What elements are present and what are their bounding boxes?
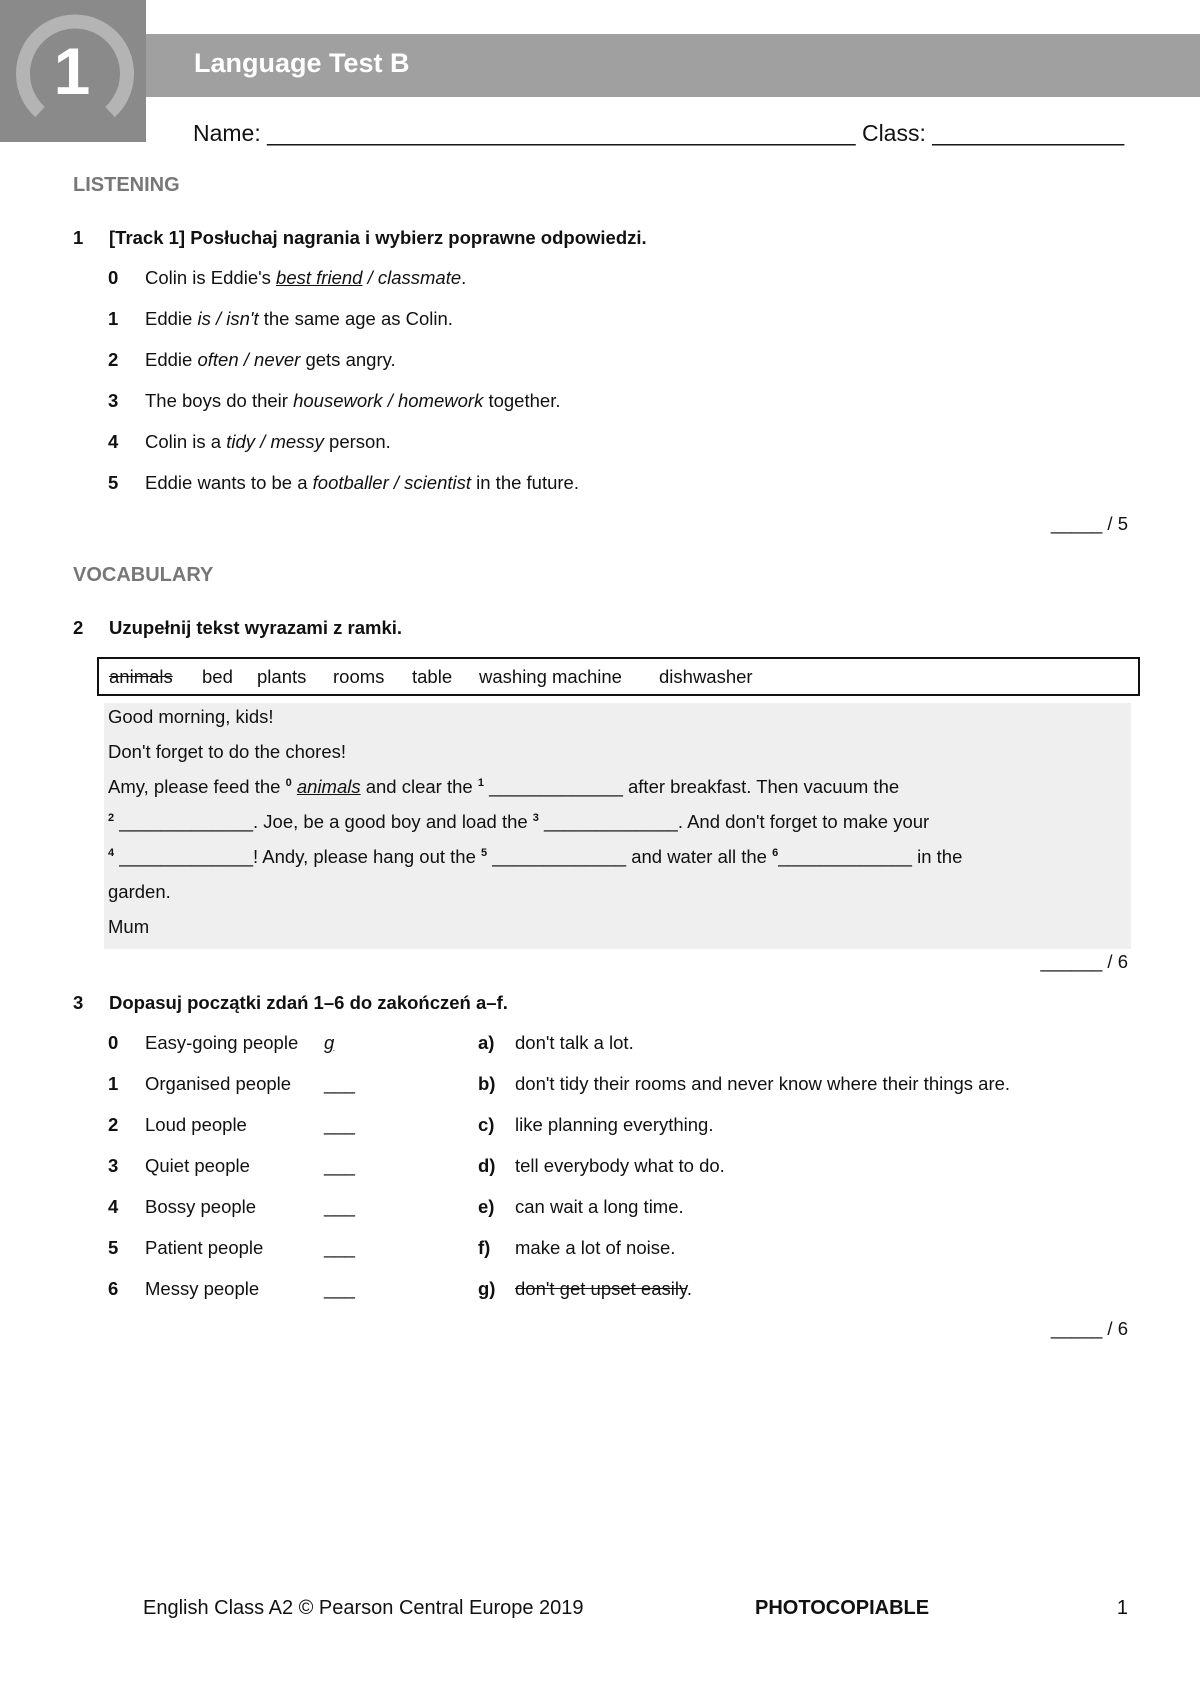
match-ending: g) don't get upset easily. bbox=[478, 1278, 692, 1299]
match-answer[interactable]: ___ bbox=[324, 1237, 355, 1258]
match-beginning: 0 Easy-going people g bbox=[108, 1032, 335, 1053]
match-ending: a) don't talk a lot. bbox=[478, 1032, 634, 1053]
gap-blank[interactable]: _____________. Joe, be a good boy and load the bbox=[114, 811, 533, 832]
class-field[interactable]: _______________ bbox=[932, 120, 1125, 146]
answer-option[interactable]: often bbox=[197, 349, 239, 370]
match-answer[interactable]: ___ bbox=[324, 1155, 355, 1176]
match-beginning: 4 Bossy people ___ bbox=[108, 1196, 355, 1217]
match-answer[interactable]: ___ bbox=[324, 1278, 355, 1299]
note-line: $^4$ _____________! Andy, please hang out the $^5$ _____________ and water all the $^6$_____________ in the bbox=[108, 846, 963, 867]
answer-option[interactable]: never bbox=[254, 349, 301, 370]
answer-option[interactable]: scientist bbox=[404, 472, 471, 493]
name-label: Name: bbox=[193, 120, 261, 146]
answer-option[interactable]: housework bbox=[293, 390, 383, 411]
gap-blank[interactable]: _____________ and water all the bbox=[487, 846, 773, 867]
word-option: rooms bbox=[333, 666, 385, 687]
note-line: Amy, please feed the $^0$ animals and clear the $^1$ _____________ after breakfast. Then vacuum the bbox=[108, 776, 900, 797]
note-signature: Mum bbox=[108, 916, 150, 937]
match-answer[interactable]: ___ bbox=[324, 1114, 355, 1135]
score-vocabulary[interactable]: ______ / 6 bbox=[1040, 951, 1128, 972]
note-line: garden. bbox=[108, 881, 171, 902]
word-box bbox=[97, 657, 1140, 696]
match-answer[interactable]: ___ bbox=[324, 1196, 355, 1217]
answer-option[interactable]: messy bbox=[270, 431, 324, 452]
word-option: plants bbox=[257, 666, 307, 687]
match-beginning: 5 Patient people ___ bbox=[108, 1237, 355, 1258]
name-class-line bbox=[193, 120, 1124, 147]
unit-number: 1 bbox=[53, 34, 91, 108]
match-ending: e) can wait a long time. bbox=[478, 1196, 684, 1217]
answer-option[interactable]: is bbox=[197, 308, 211, 329]
match-ending: d) tell everybody what to do. bbox=[478, 1155, 725, 1176]
unit-ring-icon bbox=[0, 0, 146, 142]
gap-blank[interactable]: _____________. And don't forget to make your bbox=[538, 811, 930, 832]
listening-item: 1 Eddie is / isn't the same age as Colin. bbox=[108, 308, 453, 329]
answer-option[interactable]: classmate bbox=[377, 267, 462, 288]
match-beginning: 3 Quiet people ___ bbox=[108, 1155, 355, 1176]
match-answer[interactable]: g bbox=[324, 1032, 335, 1053]
section-listening: LISTENING bbox=[73, 174, 180, 196]
word-option: bed bbox=[202, 666, 233, 687]
match-beginning: 6 Messy people ___ bbox=[108, 1278, 355, 1299]
answer-option[interactable]: best friend bbox=[276, 267, 363, 288]
gap-blank[interactable]: _____________ in the bbox=[778, 846, 963, 867]
word-option: dishwasher bbox=[659, 666, 753, 687]
listening-item: 4 Colin is a tidy / messy person. bbox=[108, 431, 391, 452]
note-line: Don't forget to do the chores! bbox=[108, 741, 347, 762]
note-line: $^2$ _____________. Joe, be a good boy and load the $^3$ _____________. And don't forget to make your bbox=[108, 811, 930, 832]
task-2-instruction: 2 Uzupełnij tekst wyrazami z ramki. bbox=[73, 617, 403, 638]
listening-item: 0 Colin is Eddie's best friend / classmate. bbox=[108, 267, 467, 288]
word-option: table bbox=[412, 666, 453, 687]
match-answer[interactable]: ___ bbox=[324, 1073, 355, 1094]
answer-option[interactable]: isn't bbox=[226, 308, 259, 329]
section-vocabulary: VOCABULARY bbox=[73, 564, 214, 586]
match-beginning: 2 Loud people ___ bbox=[108, 1114, 355, 1135]
match-beginning: 1 Organised people ___ bbox=[108, 1073, 355, 1094]
page-title: Language Test B bbox=[194, 48, 410, 78]
task-1-instruction: 1 [Track 1] Posłuchaj nagrania i wybierz poprawne odpowiedzi. bbox=[73, 227, 647, 248]
note-line: Good morning, kids! bbox=[108, 706, 274, 727]
match-ending: c) like planning everything. bbox=[478, 1114, 714, 1135]
match-ending: f) make a lot of noise. bbox=[478, 1237, 676, 1258]
name-field[interactable]: ______________________________________________ bbox=[267, 120, 856, 146]
answer-option[interactable]: homework bbox=[397, 390, 484, 411]
footer-copyright: English Class A2 © Pearson Central Europe 2019 bbox=[143, 1597, 584, 1619]
listening-item: 3 The boys do their housework / homework together. bbox=[108, 390, 561, 411]
page-number: 1 bbox=[1116, 1597, 1128, 1619]
word-option: washing machine bbox=[479, 666, 622, 687]
task-3-instruction: 3 Dopasuj początki zdań 1–6 do zakończeń a–f. bbox=[73, 992, 508, 1013]
gap-blank[interactable]: _____________ after breakfast. Then vacuum the bbox=[483, 776, 900, 797]
unit-badge bbox=[0, 0, 146, 142]
score-matching[interactable]: _____ / 6 bbox=[1050, 1318, 1128, 1339]
footer-photocopiable: PHOTOCOPIABLE bbox=[755, 1597, 930, 1619]
class-label: Class: bbox=[861, 120, 926, 146]
answer-option[interactable]: footballer bbox=[312, 472, 389, 493]
score-listening[interactable]: _____ / 5 bbox=[1050, 513, 1128, 534]
match-ending: b) don't tidy their rooms and never know where their things are. bbox=[478, 1073, 1011, 1094]
example-answer: animals bbox=[296, 776, 361, 797]
listening-item: 2 Eddie often / never gets angry. bbox=[108, 349, 396, 370]
gap-blank[interactable]: _____________! Andy, please hang out the bbox=[114, 846, 482, 867]
word-option: animals bbox=[109, 666, 173, 687]
answer-option[interactable]: tidy bbox=[226, 431, 256, 452]
listening-item: 5 Eddie wants to be a footballer / scientist in the future. bbox=[108, 472, 579, 493]
